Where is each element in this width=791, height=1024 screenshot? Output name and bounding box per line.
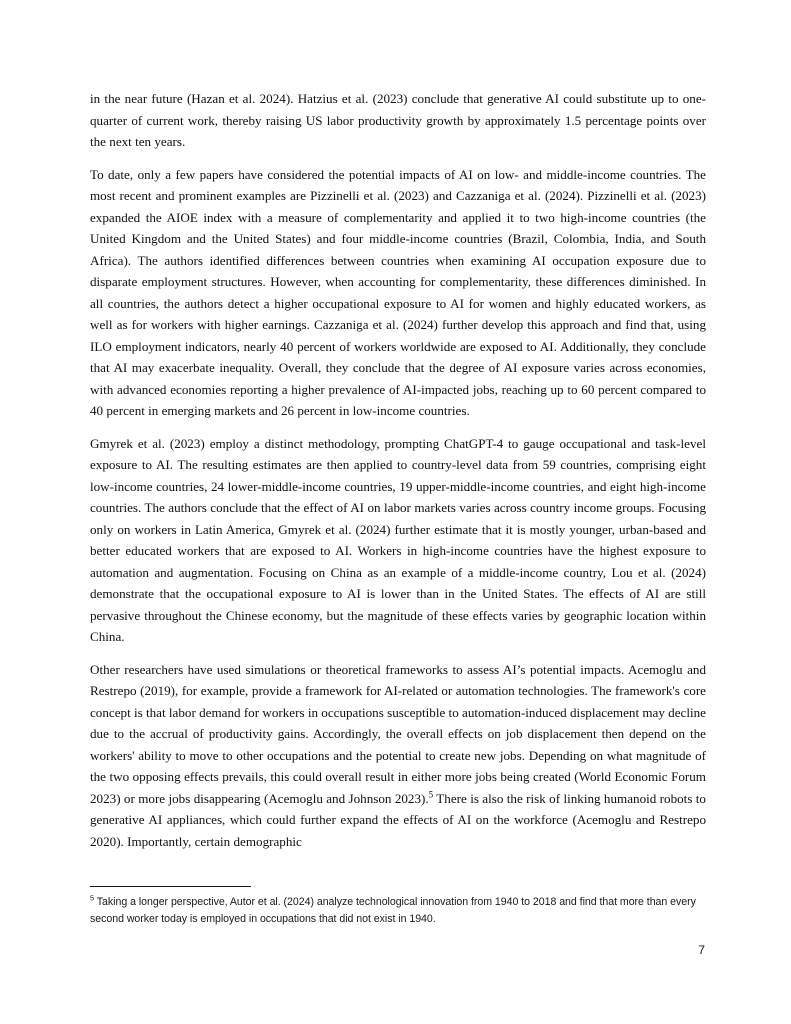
footnote-number: 5: [90, 893, 95, 903]
footnote-body-text: Taking a longer perspective, Autor et al. (2024) analyze technological innovation from 1940 to 2018 and find that more than every second worker today is employed in occupations that did not exist in 1940.: [90, 896, 696, 925]
footnote-reference-marker[interactable]: 5: [428, 789, 434, 800]
page-number: 7: [698, 943, 705, 957]
body-paragraph-4: [90, 659, 706, 853]
footnote-separator-rule: [90, 886, 251, 887]
body-paragraph-2: To date, only a few papers have considered the potential impacts of AI on low- and middle-income countries. The most recent and prominent examples are Pizzinelli et al. (2023) and Cazzaniga et al. (2024). Pizzinelli et al. (2023) expanded the AIOE index with a measure of complementarity and applied it to two high-income countries (the United Kingdom and the United States) and four middle-income countries (Brazil, Colombia, India, and South Africa). The authors identified differences between countries when examining AI occupation exposure due to disparate employment structures. However, when accounting for complementarity, these differences diminished. In all countries, the authors detect a higher occupational exposure to AI for women and highly educated workers, as well as for workers with higher earnings. Cazzaniga et al. (2024) further develop this approach and find that, using ILO employment indicators, nearly 40 percent of workers worldwide are exposed to AI. Additionally, they conclude that AI may exacerbate inequality. Overall, they conclude that the degree of AI exposure varies across economies, with advanced economies reporting a higher prevalence of AI-impacted jobs, reaching up to 60 percent compared to 40 percent in emerging markets and 26 percent in low-income countries.: [90, 166, 706, 418]
body-paragraph-3: Gmyrek et al. (2023) employ a distinct methodology, prompting ChatGPT-4 to gauge occupational and task-level exposure to AI. The resulting estimates are then applied to country-level data from 59 countries, comprising eight low-income countries, 24 lower-middle-income countries, 19 upper-middle-income countries, and eight high-income countries. The authors conclude that the effect of AI on labor markets varies across country income groups. Focusing only on workers in Latin America, Gmyrek et al. (2024) further estimate that it is mostly younger, urban-based and better educated workers that are exposed to AI. Workers in high-income countries have the highest exposure to automation and augmentation. Focusing on China as an example of a middle-income country, Lou et al. (2024) demonstrate that the occupational exposure to AI is lower than in the United States. The effects of AI are still pervasive throughout the Chinese economy, but the magnitude of these effects varies by geographic location within China.: [90, 435, 706, 644]
footnote-area: [90, 886, 706, 927]
body-paragraph-4-text-after-footnote: There is also the risk of linking humanoid robots to generative AI appliances, which could further expand the effects of AI on the workforce (Acemoglu and Restrepo 2020). Importantly, certain demographic: [90, 790, 706, 849]
footnote-entry: [90, 894, 706, 927]
page-body-content: [90, 88, 706, 852]
body-paragraph-1: in the near future (Hazan et al. 2024). Hatzius et al. (2023) conclude that generative AI could substitute up to one-quarter of current work, thereby raising US labor productivity growth by approximately 1.5 percentage points over the next ten years.: [90, 91, 706, 149]
body-paragraph-4-text-before-footnote: Other researchers have used simulations or theoretical frameworks to assess AI’s potential impacts. Acemoglu and Restrepo (2019), for example, provide a framework for AI-related or automation technologies. The framework's core concept is that labor demand for workers in occupations susceptible to automation-induced displacement may decline due to the accrual of productivity gains. Accordingly, the overall effects on job displacement then depend on the workers' ability to move to other occupations and the potential to create new jobs. Depending on what magnitude of the two opposing effects prevails, this could overall result in either more jobs being created (World Economic Forum 2023) or more jobs disappearing (Acemoglu and Johnson 2023).: [90, 661, 706, 806]
